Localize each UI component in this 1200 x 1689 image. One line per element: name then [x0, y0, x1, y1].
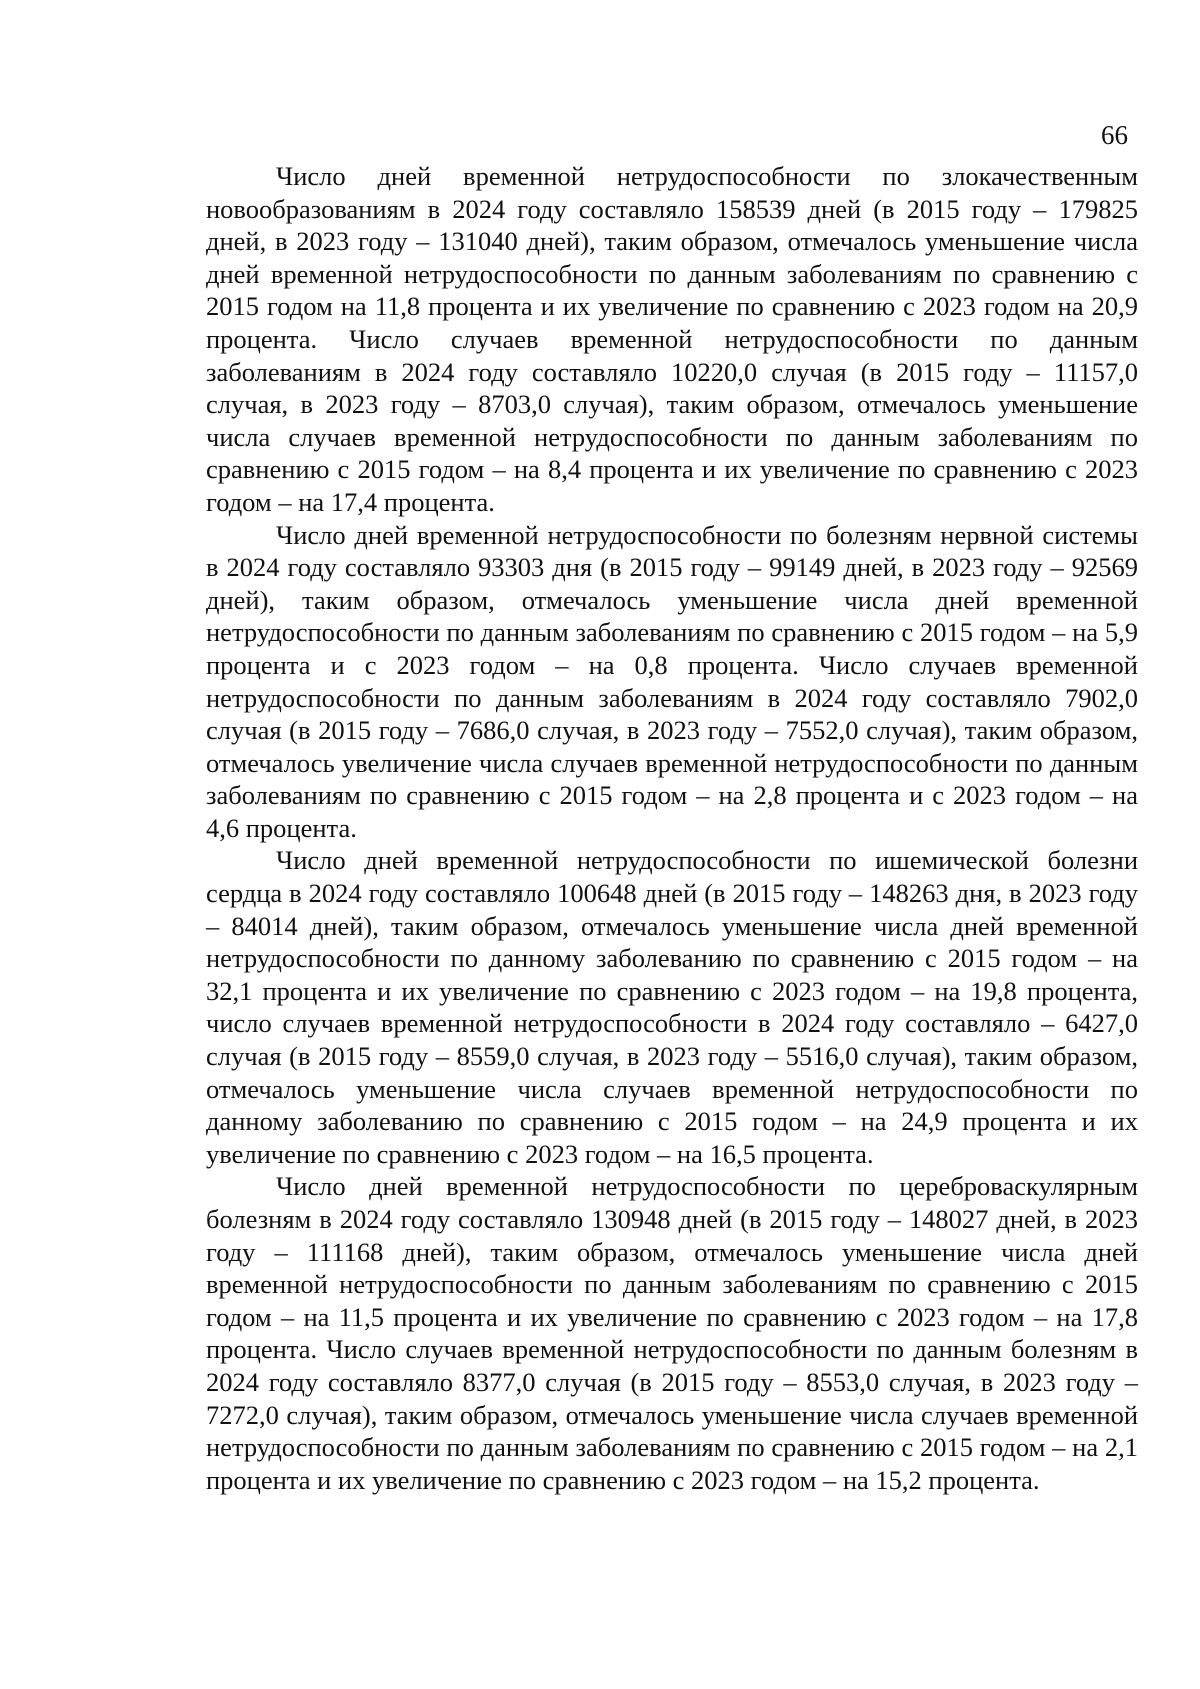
page-number: 66 [1101, 120, 1128, 150]
document-body [206, 160, 1138, 1496]
paragraph-malignant-neoplasms: Число дней временной нетрудоспособности по злокачественным новообразованиям в 2024 году составляло 158539 дней (в 2015 году – 179825 дней, в 2023 году – 131040 дней), таким образом, отмечалось уменьшение числа дней временной нетрудоспособности по данным заболеваниям по сравнению с 2015 годом на 11,8 процента и их увеличение по сравнению с 2023 годом на 20,9 процента. Число случаев временной нетрудоспособности по данным заболеваниям в 2024 году составляло 10220,0 случая (в 2015 году – 11157,0 случая, в 2023 году – 8703,0 случая), таким образом, отмечалось уменьшение числа случаев временной нетрудоспособности по данным заболеваниям по сравнению с 2015 годом – на 8,4 процента и их увеличение по сравнению с 2023 годом – на 17,4 процента. [206, 161, 1138, 517]
paragraph-cerebrovascular-diseases: Число дней временной нетрудоспособности по цереброваскулярным болезням в 2024 году составляло 130948 дней (в 2015 году – 148027 дней, в 2023 году – 111168 дней), таким образом, отмечалось уменьшение числа дней временной нетрудоспособности по данным заболеваниям по сравнению с 2015 годом – на 11,5 процента и их увеличение по сравнению с 2023 годом – на 17,8 процента. Число случаев временной нетрудоспособности по данным болезням в 2024 году составляло 8377,0 случая (в 2015 году – 8553,0 случая, в 2023 году – 7272,0 случая), таким образом, отмечалось уменьшение числа случаев временной нетрудоспособности по данным заболеваниям по сравнению с 2015 годом – на 2,1 процента и их увеличение по сравнению с 2023 годом – на 15,2 процента. [206, 1171, 1138, 1495]
paragraph-ischemic-heart-disease: Число дней временной нетрудоспособности по ишемической болезни сердца в 2024 году составляло 100648 дней (в 2015 году – 148263 дня, в 2023 году – 84014 дней), таким образом, отмечалось уменьшение числа дней временной нетрудоспособности по данному заболеванию по сравнению с 2015 годом – на 32,1 процента и их увеличение по сравнению с 2023 годом – на 19,8 процента, число случаев временной нетрудоспособности в 2024 году составляло – 6427,0 случая (в 2015 году – 8559,0 случая, в 2023 году – 5516,0 случая), таким образом, отмечалось уменьшение числа случаев временной нетрудоспособности по данному заболеванию по сравнению с 2015 годом – на 24,9 процента и их увеличение по сравнению с 2023 годом – на 16,5 процента. [206, 845, 1138, 1169]
paragraph-nervous-system-diseases: Число дней временной нетрудоспособности по болезням нервной системы в 2024 году составляло 93303 дня (в 2015 году – 99149 дней, в 2023 году – 92569 дней), таким образом, отмечалось уменьшение числа дней временной нетрудоспособности по данным заболеваниям по сравнению с 2015 годом – на 5,9 процента и с 2023 годом – на 0,8 процента. Число случаев временной нетрудоспособности по данным заболеваниям в 2024 году составляло 7902,0 случая (в 2015 году – 7686,0 случая, в 2023 году – 7552,0 случая), таким образом, отмечалось увеличение числа случаев временной нетрудоспособности по данным заболеваниям по сравнению с 2015 годом – на 2,8 процента и с 2023 годом – на 4,6 процента. [206, 519, 1138, 843]
